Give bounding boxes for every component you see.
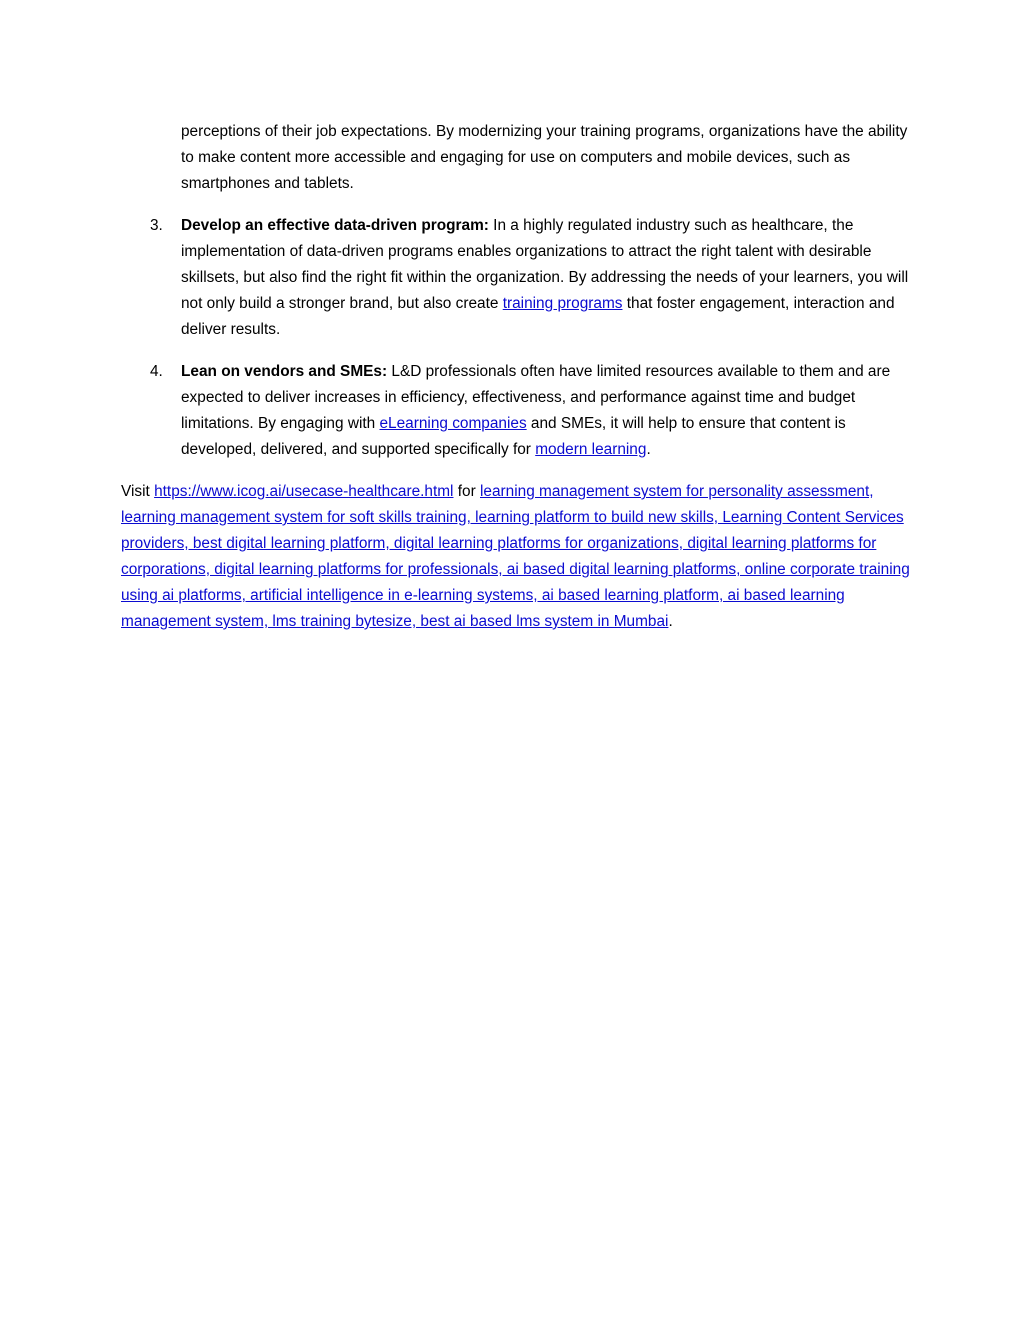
- url-link[interactable]: https://www.icog.ai/usecase-healthcare.html: [154, 483, 454, 500]
- list-item-text: that foster engagement, interaction and deliver results.: [181, 295, 895, 338]
- visit-suffix: .: [668, 613, 673, 630]
- visit-middle: for: [453, 483, 480, 500]
- elearning-companies-link[interactable]: eLearning companies: [379, 415, 527, 432]
- list-item-text: In a highly regulated industry such as healthcare, the implementation of data-driven programs enables organizations to attract the right talent with desirable skillsets, but also find the right fit within the organization. By addressing the needs of your learners, you will not only build a stronger brand, but also create: [181, 217, 909, 312]
- visit-paragraph: [121, 479, 911, 635]
- list-item-heading: Lean on vendors and SMEs:: [181, 363, 388, 380]
- modern-learning-link[interactable]: modern learning: [535, 441, 647, 458]
- list-item-body: [181, 213, 911, 343]
- list-item-4: [150, 359, 911, 463]
- list-item-text: L&D professionals often have limited resources available to them and are expected to deliver increases in efficiency, effectiveness, and performance against time and budget limitations. By engaging with: [181, 363, 891, 432]
- training-programs-link[interactable]: training programs: [502, 295, 623, 312]
- visit-prefix: Visit: [121, 483, 155, 500]
- continued-paragraph: [181, 119, 911, 197]
- list-item-body: [181, 359, 911, 463]
- list-item-text: .: [646, 441, 651, 458]
- list-item-3: [150, 213, 911, 343]
- keywords-link[interactable]: learning management system for personality assessment, learning management system for soft skills training, learning platform to build new skills, Learning Content Services providers, best digital learning platform, digital learning platforms for organizations, digital learning platforms for corporations, digital learning platforms for professionals, ai based digital learning platforms, online corporate training using ai platforms, artificial intelligence in e-learning systems, ai based learning platform, ai based learning management system, lms training bytesize, best ai based lms system in Mumbai: [121, 483, 910, 630]
- list-number: 3.: [150, 217, 163, 234]
- continued-paragraph-text: perceptions of their job expectations. By modernizing your training programs, organizations have the ability to make content more accessible and engaging for use on computers and mobile devices, such as smartphones and tablets.: [181, 123, 908, 192]
- list-item-text: and SMEs, it will help to ensure that content is developed, delivered, and supported specifically for: [181, 415, 846, 458]
- list-item-heading: Develop an effective data-driven program:: [181, 217, 489, 234]
- list-number: 4.: [150, 363, 163, 380]
